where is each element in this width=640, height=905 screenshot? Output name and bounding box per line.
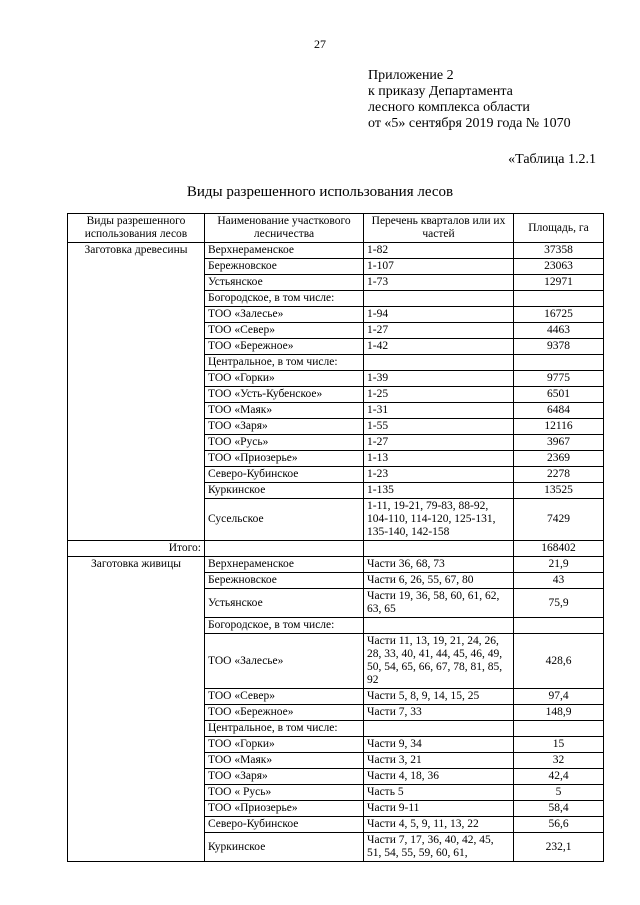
area-cell: 97,4 [514, 689, 604, 705]
quarters-cell: Части 7, 17, 36, 40, 42, 45, 51, 54, 55, 59, 60, 61, [364, 833, 514, 862]
area-cell: 43 [514, 573, 604, 589]
area-cell: 75,9 [514, 589, 604, 618]
appendix-line: Приложение 2 [368, 68, 454, 83]
quarters-cell: 1-135 [364, 483, 514, 499]
quarters-cell [364, 355, 514, 371]
quarters-cell: Части 4, 5, 9, 11, 13, 22 [364, 817, 514, 833]
quarters-cell: Части 5, 8, 9, 14, 15, 25 [364, 689, 514, 705]
quarters-cell: 1-27 [364, 435, 514, 451]
area-cell: 42,4 [514, 769, 604, 785]
forestry-name-cell: ТОО «Бережное» [205, 705, 364, 721]
quarters-cell: 1-25 [364, 387, 514, 403]
forestry-name-cell: ТОО «Маяк» [205, 753, 364, 769]
area-cell: 15 [514, 737, 604, 753]
area-cell: 3967 [514, 435, 604, 451]
appendix-block [368, 68, 571, 132]
forestry-name-cell: Устьянское [205, 275, 364, 291]
quarters-cell [364, 721, 514, 737]
area-cell: 32 [514, 753, 604, 769]
quarters-cell: Части 11, 13, 19, 21, 24, 26, 28, 33, 40, 41, 44, 45, 46, 49, 50, 54, 65, 66, 67, 78, 81, 85, 92 [364, 634, 514, 689]
quarters-cell: 1-39 [364, 371, 514, 387]
table-row [68, 243, 604, 259]
area-cell: 12116 [514, 419, 604, 435]
area-cell: 21,9 [514, 557, 604, 573]
forestry-name-cell: Бережновское [205, 259, 364, 275]
area-cell [514, 618, 604, 634]
forestry-name-cell: ТОО «Заря» [205, 769, 364, 785]
area-cell [514, 291, 604, 307]
quarters-cell: Часть 5 [364, 785, 514, 801]
quarters-cell: 1-107 [364, 259, 514, 275]
forestry-name-cell: ТОО «Горки» [205, 371, 364, 387]
total-label: Итого: [68, 541, 205, 557]
area-cell: 428,6 [514, 634, 604, 689]
forestry-name-cell: Бережновское [205, 573, 364, 589]
area-cell: 5 [514, 785, 604, 801]
forestry-name-cell: ТОО «Горки» [205, 737, 364, 753]
area-cell: 2278 [514, 467, 604, 483]
forestry-name-cell: Богородское, в том числе: [205, 618, 364, 634]
forestry-name-cell: Куркинское [205, 483, 364, 499]
forestry-name-cell: ТОО «Бережное» [205, 339, 364, 355]
header-use: Виды разрешенного использования лесов [68, 214, 205, 243]
quarters-cell [364, 618, 514, 634]
empty-cell [364, 541, 514, 557]
area-cell [514, 355, 604, 371]
quarters-cell: 1-11, 19-21, 79-83, 88-92, 104-110, 114-120, 125-131, 135-140, 142-158 [364, 499, 514, 541]
quarters-cell: Части 6, 26, 55, 67, 80 [364, 573, 514, 589]
forestry-name-cell: Северо-Кубинское [205, 817, 364, 833]
quarters-cell: 1-42 [364, 339, 514, 355]
quarters-cell: Части 7, 33 [364, 705, 514, 721]
header-quarters: Перечень кварталов или их частей [364, 214, 514, 243]
total-value: 168402 [514, 541, 604, 557]
forestry-name-cell: ТОО «Приозерье» [205, 451, 364, 467]
forestry-name-cell: ТОО « Русь» [205, 785, 364, 801]
area-cell: 7429 [514, 499, 604, 541]
empty-cell [205, 541, 364, 557]
quarters-cell: 1-73 [364, 275, 514, 291]
table-body [68, 243, 604, 862]
total-row [68, 541, 604, 557]
area-cell: 9775 [514, 371, 604, 387]
header-forestry: Наименование участкового лесничества [205, 214, 364, 243]
quarters-cell: 1-13 [364, 451, 514, 467]
table-header-row [68, 214, 604, 243]
forestry-name-cell: Центральное, в том числе: [205, 355, 364, 371]
forestry-name-cell: Куркинское [205, 833, 364, 862]
area-cell: 13525 [514, 483, 604, 499]
forestry-name-cell: ТОО «Север» [205, 689, 364, 705]
table-row [68, 557, 604, 573]
forestry-name-cell: Верхнераменское [205, 557, 364, 573]
area-cell: 2369 [514, 451, 604, 467]
forestry-name-cell: Сусельское [205, 499, 364, 541]
forestry-name-cell: ТОО «Усть-Кубенское» [205, 387, 364, 403]
quarters-cell: 1-27 [364, 323, 514, 339]
quarters-cell: 1-31 [364, 403, 514, 419]
area-cell: 16725 [514, 307, 604, 323]
area-cell: 23063 [514, 259, 604, 275]
quarters-cell: 1-82 [364, 243, 514, 259]
quarters-cell: 1-94 [364, 307, 514, 323]
area-cell: 6484 [514, 403, 604, 419]
use-type-cell: Заготовка живицы [68, 557, 205, 862]
forestry-name-cell: ТОО «Север» [205, 323, 364, 339]
forestry-name-cell: Центральное, в том числе: [205, 721, 364, 737]
quarters-cell: 1-55 [364, 419, 514, 435]
forestry-name-cell: Верхнераменское [205, 243, 364, 259]
quarters-cell [364, 291, 514, 307]
appendix-line: к приказу Департамента [368, 84, 513, 99]
table-reference: «Таблица 1.2.1 [508, 152, 596, 167]
quarters-cell: Части 4, 18, 36 [364, 769, 514, 785]
use-type-cell: Заготовка древесины [68, 243, 205, 541]
quarters-cell: Части 3, 21 [364, 753, 514, 769]
quarters-cell: Части 36, 68, 73 [364, 557, 514, 573]
header-area: Площадь, га [514, 214, 604, 243]
quarters-cell: 1-23 [364, 467, 514, 483]
area-cell: 58,4 [514, 801, 604, 817]
forestry-name-cell: ТОО «Русь» [205, 435, 364, 451]
area-cell: 37358 [514, 243, 604, 259]
forestry-name-cell: ТОО «Заря» [205, 419, 364, 435]
quarters-cell: Части 9, 34 [364, 737, 514, 753]
document-title: Виды разрешенного использования лесов [186, 184, 454, 200]
area-cell: 232,1 [514, 833, 604, 862]
area-cell: 6501 [514, 387, 604, 403]
forestry-name-cell: ТОО «Маяк» [205, 403, 364, 419]
forestry-name-cell: ТОО «Залесье» [205, 307, 364, 323]
area-cell: 148,9 [514, 705, 604, 721]
area-cell: 9378 [514, 339, 604, 355]
appendix-line: лесного комплекса области [368, 100, 530, 115]
forestry-name-cell: Северо-Кубинское [205, 467, 364, 483]
area-cell: 4463 [514, 323, 604, 339]
area-cell [514, 721, 604, 737]
forestry-name-cell: ТОО «Залесье» [205, 634, 364, 689]
page-number: 27 [314, 37, 326, 51]
forest-use-table [67, 213, 604, 862]
quarters-cell: Части 19, 36, 58, 60, 61, 62, 63, 65 [364, 589, 514, 618]
forestry-name-cell: Богородское, в том числе: [205, 291, 364, 307]
forestry-name-cell: ТОО «Приозерье» [205, 801, 364, 817]
quarters-cell: Части 9-11 [364, 801, 514, 817]
area-cell: 12971 [514, 275, 604, 291]
forestry-name-cell: Устьянское [205, 589, 364, 618]
appendix-line: от «5» сентября 2019 года № 1070 [368, 116, 571, 131]
area-cell: 56,6 [514, 817, 604, 833]
